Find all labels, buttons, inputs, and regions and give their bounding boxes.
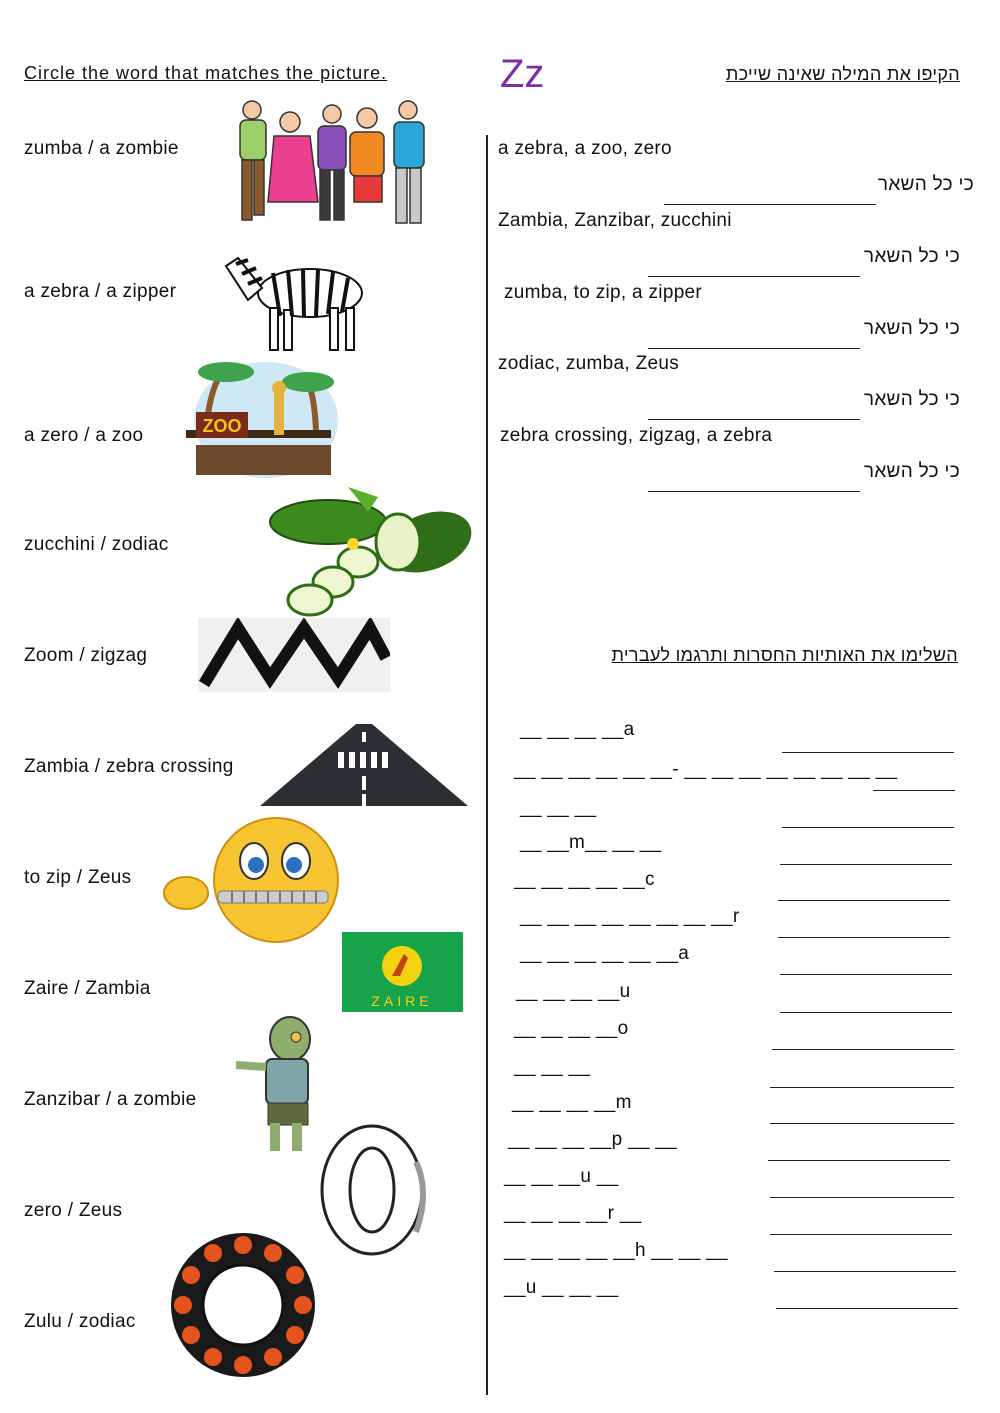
odd-words-3[interactable]: zumba, to zip, a zipper xyxy=(504,282,703,303)
translation-blank-3[interactable] xyxy=(782,815,954,833)
odd-words-5[interactable]: zebra crossing, zigzag, a zebra xyxy=(500,425,773,446)
circle-item-1[interactable]: zumba / a zombie xyxy=(24,138,179,159)
fill-in-row-12[interactable]: __ __ __ __p __ __ xyxy=(508,1129,678,1150)
fill-in-row-11[interactable]: __ __ __ __m xyxy=(512,1092,632,1113)
translation-blank-10[interactable] xyxy=(770,1075,954,1093)
odd-words-2[interactable]: Zambia, Zanzibar, zucchini xyxy=(498,210,732,231)
fill-in-row-2[interactable]: __ __ __ __ __ __- __ __ __ __ __ __ __ __ xyxy=(514,759,898,780)
translation-blank-4[interactable] xyxy=(780,852,952,870)
fill-in-row-1[interactable]: __ __ __ __a xyxy=(520,719,635,740)
column-divider xyxy=(486,135,488,1395)
translation-blank-6[interactable] xyxy=(778,925,950,943)
fill-in-row-10[interactable]: __ __ __ xyxy=(514,1056,591,1077)
zero-digit-image xyxy=(318,1122,432,1262)
letter-heading: Zz xyxy=(500,52,545,96)
translation-blank-5[interactable] xyxy=(778,888,950,906)
translation-blank-2[interactable] xyxy=(873,778,955,796)
circle-item-5[interactable]: Zoom / zigzag xyxy=(24,645,148,666)
because-text-4: כי כל השאר xyxy=(863,389,960,410)
fill-in-row-15[interactable]: __ __ __ __ __h __ __ __ xyxy=(504,1240,728,1261)
zucchini-image xyxy=(268,482,476,617)
zaire-flag-text: ZAIRE xyxy=(371,993,433,1009)
zoo-image xyxy=(186,360,341,482)
translation-blank-8[interactable] xyxy=(780,1000,952,1018)
right-instruction: הקיפו את המילה שאינה שייכת xyxy=(725,64,960,84)
zoo-sign-text: ZOO xyxy=(202,416,242,436)
translation-blank-14[interactable] xyxy=(770,1222,952,1240)
zaire-flag xyxy=(342,932,463,1012)
circle-item-3[interactable]: a zero / a zoo xyxy=(24,425,144,446)
zodiac-wheel-image xyxy=(168,1230,318,1380)
fill-in-row-16[interactable]: __u __ __ __ xyxy=(504,1277,619,1298)
zigzag-image xyxy=(198,618,390,692)
circle-item-9[interactable]: Zanzibar / a zombie xyxy=(24,1089,197,1110)
zebra-crossing-image xyxy=(260,724,468,806)
because-text-1: כי כל השאר xyxy=(877,174,974,195)
fill-in-row-9[interactable]: __ __ __ __o xyxy=(514,1018,629,1039)
fill-in-row-7[interactable]: __ __ __ __ __ __a xyxy=(520,943,690,964)
circle-item-8[interactable]: Zaire / Zambia xyxy=(24,978,151,999)
circle-item-7[interactable]: to zip / Zeus xyxy=(24,867,132,888)
translation-blank-16[interactable] xyxy=(776,1296,958,1314)
answer-blank-1 xyxy=(664,192,876,210)
because-text-3: כי כל השאר xyxy=(863,318,960,339)
because-text-2: כי כל השאר xyxy=(863,246,960,267)
zipped-mouth-emoji xyxy=(156,815,346,945)
dancers-image xyxy=(222,92,432,234)
left-instruction: Circle the word that matches the picture. xyxy=(24,63,388,83)
translation-blank-9[interactable] xyxy=(772,1037,954,1055)
translation-blank-15[interactable] xyxy=(774,1259,956,1277)
translation-blank-7[interactable] xyxy=(780,962,952,980)
circle-item-6[interactable]: Zambia / zebra crossing xyxy=(24,756,234,777)
fill-in-row-3[interactable]: __ __ __ xyxy=(520,797,597,818)
fill-in-row-5[interactable]: __ __ __ __ __c xyxy=(514,869,655,890)
answer-blank-5 xyxy=(648,479,860,497)
because-text-5: כי כל השאר xyxy=(863,461,960,482)
translation-blank-11[interactable] xyxy=(770,1111,954,1129)
fill-in-instruction: השלימו את האותיות החסרות ותרגמו לעברית xyxy=(611,645,958,665)
circle-item-10[interactable]: zero / Zeus xyxy=(24,1200,123,1221)
fill-in-row-14[interactable]: __ __ __ __r __ xyxy=(504,1203,642,1224)
fill-in-row-6[interactable]: __ __ __ __ __ __ __ __r xyxy=(520,906,740,927)
fill-in-row-4[interactable]: __ __m__ __ __ xyxy=(520,832,662,853)
circle-item-11[interactable]: Zulu / zodiac xyxy=(24,1311,136,1332)
translation-blank-1[interactable] xyxy=(782,740,954,758)
odd-words-4[interactable]: zodiac, zumba, Zeus xyxy=(498,353,680,374)
answer-blank-4 xyxy=(648,407,860,425)
answer-blank-3 xyxy=(648,336,860,354)
fill-in-row-13[interactable]: __ __ __u __ xyxy=(504,1166,619,1187)
answer-blank-2 xyxy=(648,264,860,282)
zebra-image xyxy=(218,238,373,356)
translation-blank-13[interactable] xyxy=(770,1185,954,1203)
zombie-image xyxy=(230,1015,330,1155)
odd-words-1[interactable]: a zebra, a zoo, zero xyxy=(498,138,672,159)
fill-in-row-8[interactable]: __ __ __ __u xyxy=(516,981,631,1002)
circle-item-4[interactable]: zucchini / zodiac xyxy=(24,534,169,555)
circle-item-2[interactable]: a zebra / a zipper xyxy=(24,281,177,302)
translation-blank-12[interactable] xyxy=(768,1148,950,1166)
